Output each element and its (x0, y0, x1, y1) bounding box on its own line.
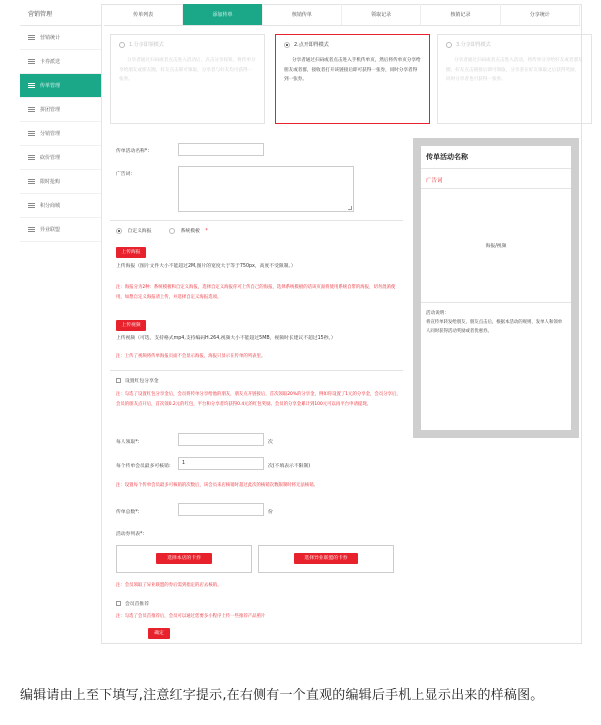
sidebar-item-label: 拼团管理 (40, 106, 61, 113)
sidebar-item-label: 砍价管理 (40, 154, 61, 161)
sidebar-item-bargain[interactable] (20, 146, 101, 170)
preview-title: 传单活动名称 (426, 153, 468, 161)
sidebar-item-distribution[interactable] (20, 122, 101, 146)
mode-desc: 分享者通过扫码或者点击进入活动后，点击分享按钮，将传单分享给朋友或朋友圈，好友点击即可领取，分享者与好友均可获得一张券。 (119, 58, 256, 82)
sidebar-item-flyer-manage[interactable] (20, 74, 101, 98)
sidebar-item-label: 异业联盟 (40, 226, 61, 233)
sidebar (20, 4, 102, 644)
total-label: 传单总数*： (116, 510, 143, 515)
flyer-name-input[interactable] (178, 143, 264, 156)
list-icon (28, 35, 35, 40)
poster-hint: 上传海报（图片文件大小不能超过2M,图片的宽度大于等于750px，高度不受限制。） (116, 264, 296, 269)
mode-title: 1.分享即领模式 (129, 42, 164, 48)
coupon-list-label: 活动券列表*： (116, 532, 148, 537)
list-icon (28, 131, 35, 136)
sidebar-item-label: 传单管理 (40, 82, 61, 89)
list-icon (28, 59, 35, 64)
per-receive-input[interactable] (178, 433, 264, 446)
recommend-row (116, 600, 149, 610)
video-hint: 上传视频（可选，支持格式mp4,支持编码H.264,视频大小不能超过5MB，视频时长建议不超过15秒。） (116, 336, 336, 341)
mode-card-share-receive[interactable] (110, 34, 265, 124)
phone-preview (413, 138, 579, 438)
divider (421, 302, 571, 303)
resize-grip-icon[interactable] (348, 206, 352, 210)
per-member-label: 每个传单会员最多可核销： (116, 464, 174, 469)
mode-desc: 分享者通过扫码或者点击进入活动，将传单分享给好友或者朋友圈，好友点击链接后即可领取，分享者在好友领取之后获得奖励，同时分享者也可获得一张券。 (446, 58, 583, 82)
total-unit: 份 (268, 510, 273, 515)
list-icon (28, 203, 35, 208)
mode-title: 2.点开即得模式 (294, 42, 329, 48)
tab-receive-records[interactable]: 领取记录 (342, 4, 421, 25)
sidebar-item-label: 营销统计 (40, 34, 61, 41)
coupon-note: 注：会员领取了异业联盟的券后需到指定的店去核销。 (116, 583, 222, 588)
recommend-label: 会员首推荐 (125, 602, 149, 607)
list-icon (28, 107, 35, 112)
list-icon (28, 155, 35, 160)
sidebar-item-label: 限时抢购 (40, 178, 61, 185)
poster-custom-radio[interactable] (116, 228, 122, 234)
sidebar-item-label: 卡券派送 (40, 58, 61, 65)
top-tabs (104, 4, 580, 26)
poster-type-row (116, 227, 208, 237)
radio-selected-icon[interactable] (284, 42, 290, 48)
red-packet-row (116, 377, 159, 387)
radio-icon[interactable] (119, 42, 125, 48)
per-member-input[interactable]: 1 (178, 457, 264, 470)
divider (421, 188, 571, 189)
sidebar-item-marketing-stats[interactable] (20, 26, 101, 50)
divider (110, 370, 403, 371)
tab-share-stats[interactable]: 分享统计 (501, 4, 580, 25)
upload-video-button[interactable]: 上传视频 (116, 320, 146, 331)
ad-text-label: 广告词： (116, 172, 136, 177)
divider (110, 220, 403, 221)
sidebar-title: 营销管理 (20, 4, 101, 26)
poster-note: 注：海报分为2种：系统模板和自定义海报，选择自定义海报你可上传自己的海报，选择系统模板的话该页面将使用系统自带的海报，切勿混淆使用，如想自定义海报请上传，并选择自定义海报选项。 (116, 285, 396, 300)
radio-icon[interactable] (446, 42, 452, 48)
preview-media: 海报/视频 (485, 244, 507, 249)
total-input[interactable] (178, 503, 264, 516)
per-member-unit: 次(不填表示不限制) (268, 464, 311, 469)
red-packet-checkbox[interactable] (116, 378, 121, 383)
per-receive-unit: 次 (268, 440, 273, 445)
mode-card-share-get[interactable] (437, 34, 592, 124)
tab-flyer-list[interactable]: 传单列表 (104, 4, 183, 25)
recommend-checkbox[interactable] (116, 601, 121, 606)
submit-button[interactable]: 确定 (148, 628, 170, 639)
video-note: 注：上传了视频将传单海报页面不会显示海报，海报只显示在传单的列表里。 (116, 354, 266, 359)
poster-custom-label: 自定义海报 (127, 229, 152, 234)
sidebar-item-union[interactable] (20, 218, 101, 242)
per-member-note: 注：设置每个传单会员最多可核销的次数后，该会员来店核销时超过此次的核销次数限制时将无法核销。 (116, 483, 318, 488)
list-icon (28, 227, 35, 232)
sidebar-item-label: 分销管理 (40, 130, 61, 137)
poster-system-label: 系统模板 (180, 229, 200, 234)
flyer-name-label: 传单活动名称*： (116, 149, 152, 154)
list-icon (28, 179, 35, 184)
sidebar-item-flash-sale[interactable] (20, 170, 101, 194)
select-store-coupon-button[interactable]: 选择本店的卡券 (156, 553, 212, 564)
mode-title: 3.分享即得模式 (456, 42, 491, 48)
per-receive-label: 每人领取*： (116, 440, 143, 445)
red-packet-note: 注：勾选了设置红包分享金后，会员将传单分享给他的朋友，朋友点开链接后，首次领取20%的分享金，例如你设置了1元的分享金，会员分享后，会员的朋友点开后，首次领0.2元的红包，平台和分享者均获得0.4元的红包奖励。会员的分享金累计到100元可以再平台申请提现。 (116, 392, 401, 407)
upload-poster-button[interactable]: 上传海报 (116, 247, 146, 258)
recommend-note: 注：勾选了会员首推荐后，会员可以通过您要多小程序上传一些推荐产品照片 (116, 614, 266, 619)
caption: 编辑请由上至下填写,注意红字提示,在右侧有一个直观的编辑后手机上显示出来的样稿图。 (20, 688, 544, 703)
divider (421, 168, 571, 169)
preview-desc: 将宣传单转发给朋友，朋友点击后，根据本活动的规则，发单人和领单人同时获得活动奖励或者优惠券。 (426, 320, 563, 334)
tab-verify-records[interactable]: 核销记录 (421, 4, 500, 25)
sidebar-item-group-buy[interactable] (20, 98, 101, 122)
preview-ad: 广告词 (426, 178, 443, 184)
sidebar-item-points-mall[interactable] (20, 194, 101, 218)
mode-desc: 分享者通过扫码或者点击进入手机传单页，然后将传单页分享给朋友或者群，接收者打开该链接后即可获得一张券，同时分享者得到一张券。 (284, 58, 421, 82)
tab-add-flyer[interactable]: 添加传单 (183, 4, 262, 25)
red-packet-label: 设置红包分享金 (125, 379, 159, 384)
sidebar-item-label: 积分商城 (40, 202, 61, 209)
mode-card-open-get[interactable] (275, 34, 430, 124)
list-icon (28, 83, 35, 88)
preview-desc-title: 活动说明： (426, 311, 449, 316)
required-mark: * (205, 229, 208, 234)
poster-system-radio[interactable] (169, 228, 175, 234)
ad-text-textarea[interactable] (178, 166, 354, 212)
select-union-coupon-button[interactable]: 选择异业联盟的卡券 (294, 553, 358, 564)
phone-screen (421, 146, 571, 430)
sidebar-item-coupon-send[interactable] (20, 50, 101, 74)
tab-verify-flyer[interactable]: 核销传单 (263, 4, 342, 25)
